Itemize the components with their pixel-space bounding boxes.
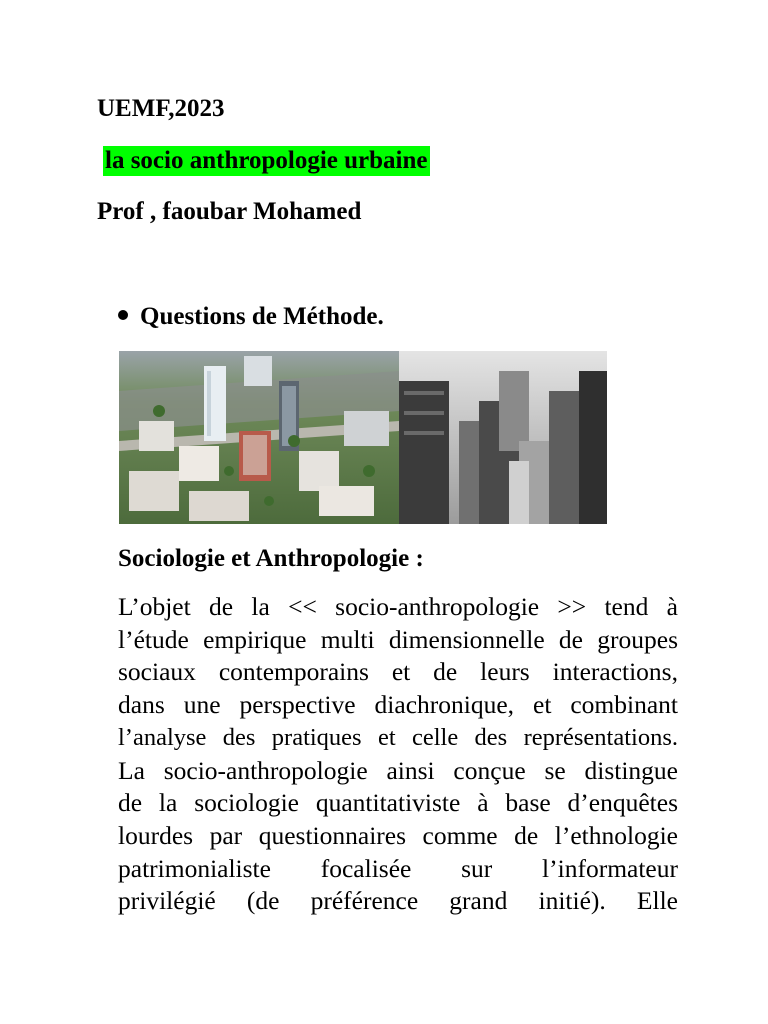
professor-name: Prof , faoubar Mohamed [97,198,362,225]
paragraph-line: de la sociologie quantitativiste à base d’enquêtes [118,788,678,818]
paragraph-line: L’objet de la << socio-anthropologie >> tend à [118,592,678,621]
paragraph-line: patrimonialiste focalisée sur l’informateur [118,853,678,883]
paragraph-line: dans une perspective diachronique, et combinant [118,690,678,720]
bullet-dot-icon [118,310,128,320]
image-strip [119,351,607,524]
paragraph-line: lourdes par questionnaires comme de l’ethnologie [118,820,678,850]
paragraph-line: sociaux contemporains et de leurs interactions, [118,657,678,687]
skyscrapers-photo-image [399,351,607,524]
aerial-city-render-image [119,351,399,524]
institution-year: UEMF,2023 [97,95,225,122]
body-paragraph [118,591,678,918]
section-heading: Sociologie et Anthropologie : [118,545,424,572]
paragraph-line: privilégié (de préférence grand initié). Elle [118,886,678,916]
paragraph-line: La socio-anthropologie ainsi conçue se distingue [118,755,678,785]
paragraph-line: l’analyse des pratiques et celle des représentations. [118,723,678,751]
bullet-item [118,302,384,332]
paragraph-line: l’étude empirique multi dimensionnelle de groupes [118,624,678,654]
bullet-text: Questions de Méthode. [140,303,384,330]
course-title-highlighted: la socio anthropologie urbaine [105,147,428,174]
